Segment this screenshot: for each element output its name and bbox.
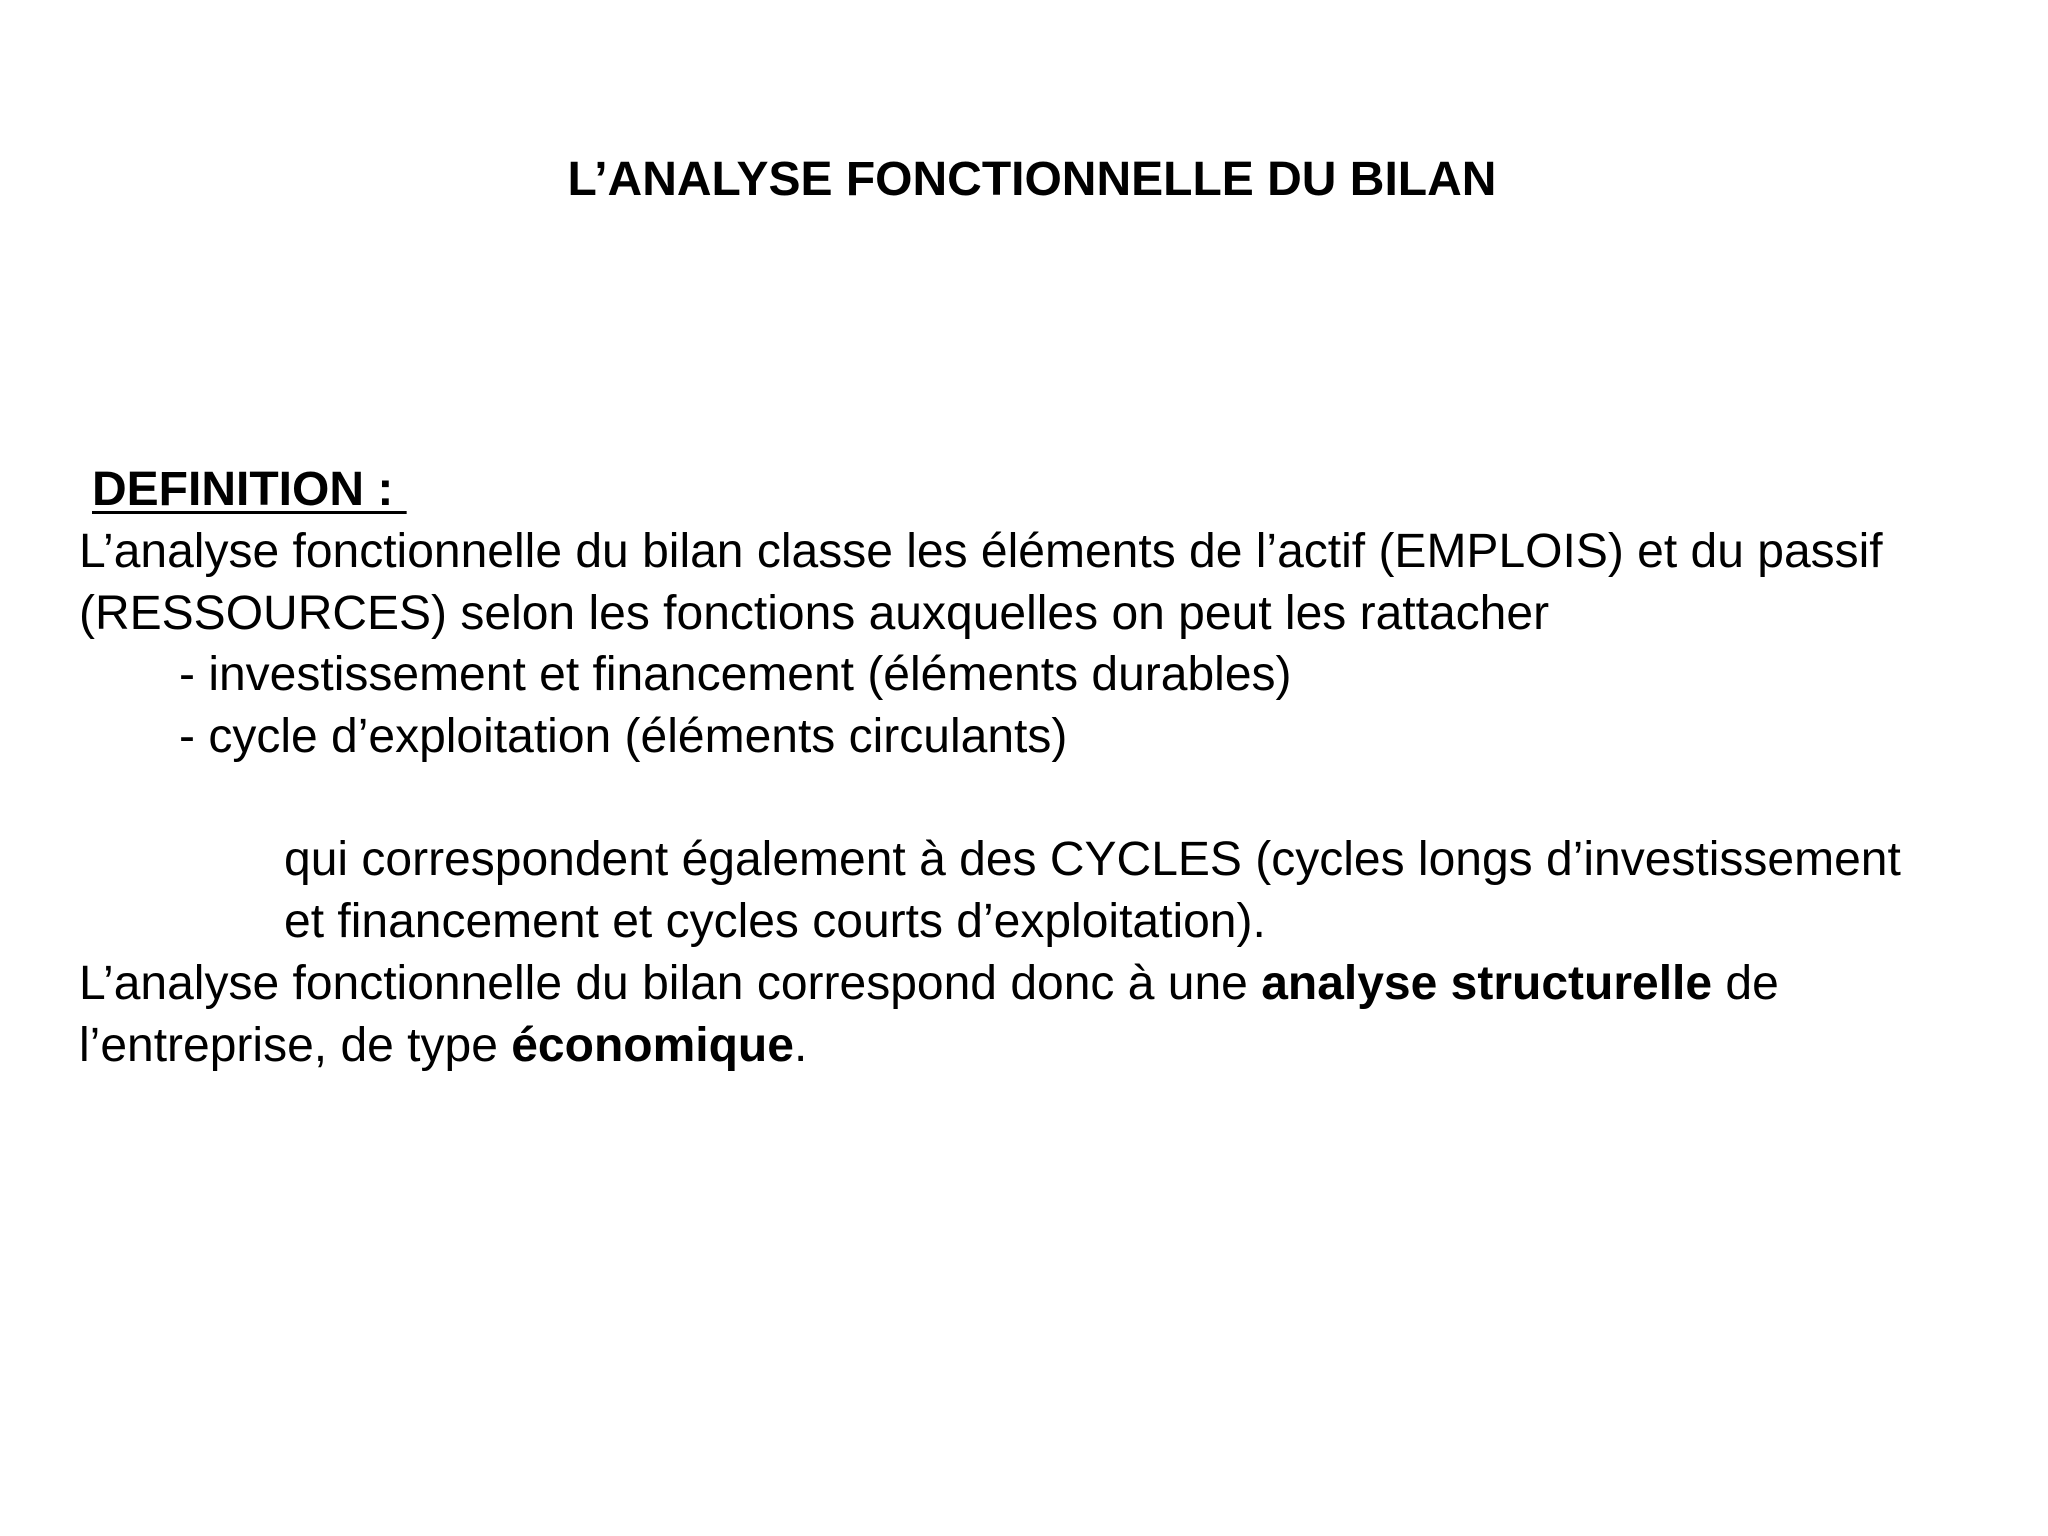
conclusion-text: l’entreprise, de type [79, 1019, 512, 1072]
conclusion-text: . [793, 1019, 808, 1072]
definition-text-line-2: (RESSOURCES) selon les fonctions auxquelles on peut les rattacher [79, 587, 1550, 640]
cycles-text-line-1: qui correspondent également à des CYCLES (cycles longs d’investissement [284, 833, 1901, 886]
bullet-item: - investissement et financement (éléments durables) [179, 648, 1292, 701]
definition-heading: DEFINITION : [92, 463, 407, 516]
definition-text-line-1: L’analyse fonctionnelle du bilan classe les éléments de l’actif (EMPLOIS) et du passif [79, 525, 1883, 578]
conclusion-text: de [1712, 957, 1779, 1010]
bullet-item: - cycle d’exploitation (éléments circulants) [179, 710, 1068, 763]
conclusion-line-1 [79, 955, 1779, 1013]
conclusion-line-2 [79, 1017, 807, 1075]
cycles-text-line-2: et financement et cycles courts d’exploitation). [284, 895, 1266, 948]
conclusion-emphasis: analyse structurelle [1261, 957, 1713, 1010]
conclusion-text: L’analyse fonctionnelle du bilan correspond donc à une [79, 957, 1262, 1010]
conclusion-emphasis: économique [511, 1019, 794, 1072]
slide-title: L’ANALYSE FONCTIONNELLE DU BILAN [567, 153, 1497, 206]
